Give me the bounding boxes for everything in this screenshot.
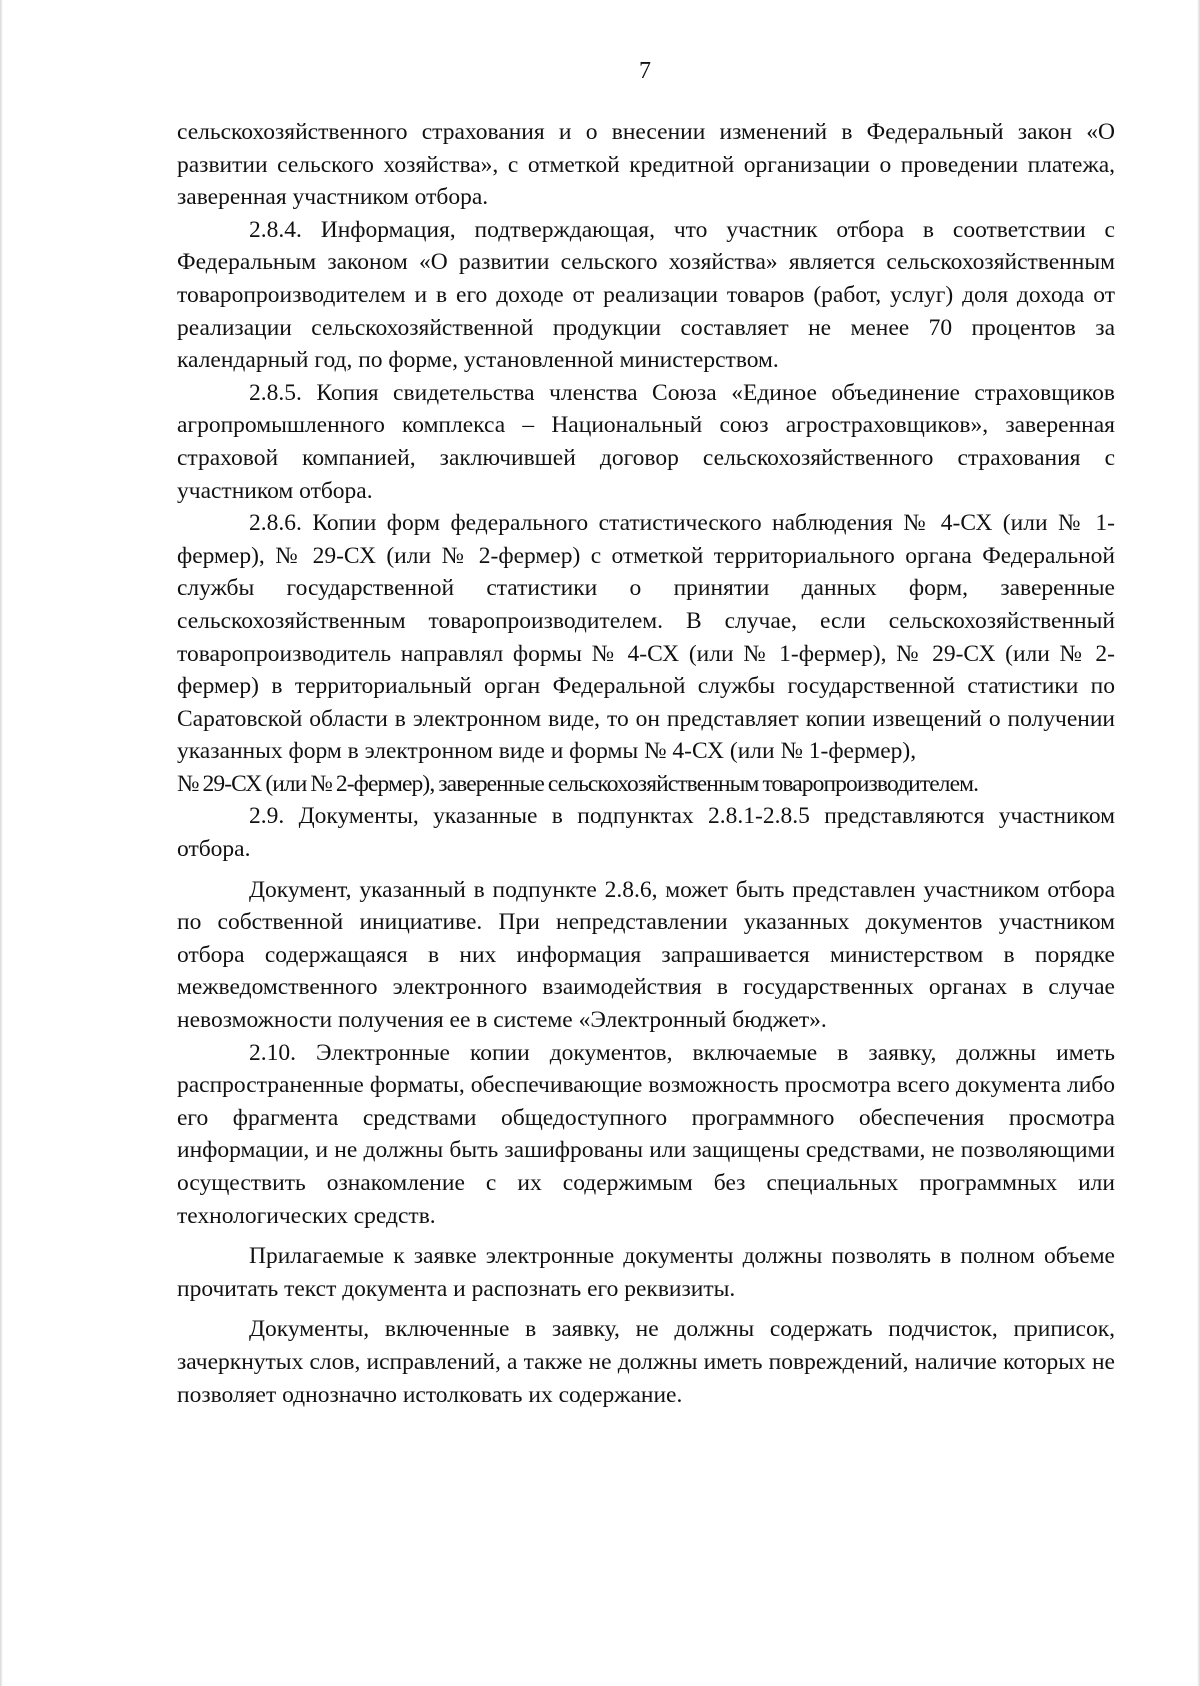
paragraph-2-8-6-tail: № 29-СХ (или № 2-фермер), заверенные сельскохозяйственным товаропроизводителем. bbox=[177, 770, 979, 797]
paragraph-2-8-6: 2.8.6. Копии форм федерального статистического наблюдения № 4-СХ (или № 1-фермер), № 29-СХ (или № 2-фермер) с отметкой территориального органа Федеральной службы государственной статистики о принятии данных форм, заверенные сельскохозяйственным товаропроизводителем. В случае, если сельскохозяйственный товаропроизводитель направлял формы № 4-СХ (или № 1-фермер), № 29-СХ (или № 2-фермер) в территориальный орган Федеральной службы государственной статистики по Саратовской области в электронном виде, то он представляет копии извещений о получении указанных форм в электронном виде и формы № 4-СХ (или № 1-фермер), bbox=[177, 510, 1115, 765]
paragraph-2-8-4: 2.8.4. Информация, подтверждающая, что участник отбора в соответствии с Федеральным законом «О развитии сельского хозяйства» является сельскохозяйственным товаропроизводителем и в его доходе от реализации товаров (работ, услуг) доля дохода от реализации сельскохозяйственной продукции составляет не менее 70 процентов за календарный год, по форме, установленной министерством. bbox=[177, 216, 1115, 374]
paragraph-2-9: 2.9. Документы, указанные в подпунктах 2.8.1-2.8.5 представляются участником отбора. bbox=[177, 803, 1115, 863]
paragraph-2-8-5: 2.8.5. Копия свидетельства членства Союза «Единое объединение страховщиков агропромышленного комплекса – Национальный союз агростраховщиков», заверенная страховой компанией, заключившей договор сельскохозяйственного страхования с участником отбора. bbox=[177, 379, 1115, 504]
paragraph-2-10: 2.10. Электронные копии документов, включаемые в заявку, должны иметь распространенные форматы, обеспечивающие возможность просмотра всего документа либо его фрагмента средствами общедоступного программного обеспечения просмотра информации, и не должны быть зашифрованы или защищены средствами, не позволяющими осуществить ознакомление с их содержимым без специальных программных или технологических средств. bbox=[177, 1039, 1115, 1229]
paragraph-attached-documents: Прилагаемые к заявке электронные документы должны позволять в полном объеме прочитать текст документа и распознать его реквизиты. bbox=[177, 1243, 1115, 1302]
scan-edge-left bbox=[0, 0, 3, 1686]
paragraph-continuation: сельскохозяйственного страхования и о внесении изменений в Федеральный закон «О развитии сельского хозяйства», с отметкой кредитной организации о проведении платежа, заверенная участником отбора. bbox=[177, 119, 1115, 211]
document-body bbox=[177, 116, 1115, 1411]
paragraph-document-requirements: Документы, включенные в заявку, не должны содержать подчисток, приписок, зачеркнутых слов, исправлений, а также не должны иметь повреждений, наличие которых не позволяет однозначно истолковать их содержание. bbox=[177, 1316, 1115, 1408]
page-number: 7 bbox=[639, 58, 651, 84]
paragraph-document-2-8-6: Документ, указанный в подпункте 2.8.6, может быть представлен участником отбора по собственной инициативе. При непредставлении указанных документов участником отбора содержащаяся в них информация запрашивается министерством в порядке межведомственного электронного взаимодействия в государственных органах в случае невозможности получения ее в системе «Электронный бюджет». bbox=[177, 876, 1115, 1034]
